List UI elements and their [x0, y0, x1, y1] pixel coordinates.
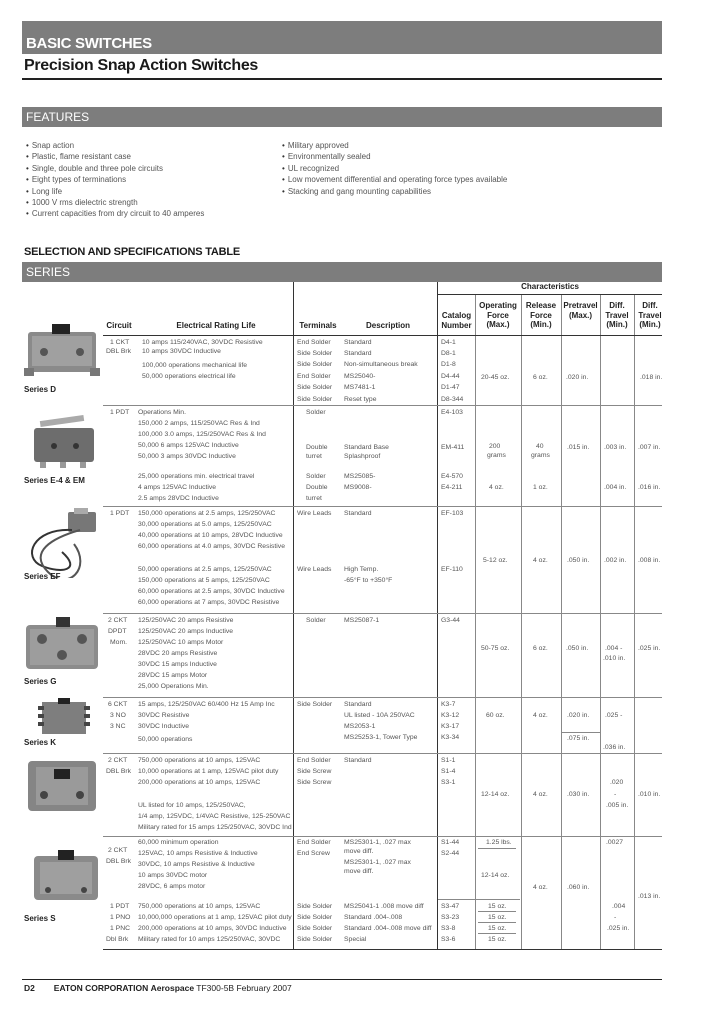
catalog-number: D8-344	[441, 396, 464, 403]
header-terminals: Terminals	[299, 321, 337, 330]
terminals: End Solder	[297, 757, 331, 764]
catalog-number: S3-47	[441, 903, 460, 910]
series-label: Series EF	[24, 572, 61, 581]
cell-divider	[438, 899, 520, 900]
description: Standard	[344, 701, 372, 708]
header-diff-min: Diff. Travel (Min.)	[605, 301, 629, 329]
catalog-number: EF-103	[441, 510, 464, 517]
rating: 10 amps 115/240VAC, 30VDC Resistive	[142, 339, 263, 346]
terminals: Solder	[306, 617, 326, 624]
catalog-number: S1-44	[441, 839, 460, 846]
operating-force: 50-75 oz.	[481, 645, 510, 652]
catalog-number: S2-44	[441, 850, 460, 857]
catalog-number: D8-1	[441, 350, 456, 357]
description: Standard .004-.008	[344, 914, 403, 921]
series-e4-switch-photo	[26, 410, 102, 470]
series-heading: SERIES	[26, 265, 71, 279]
series-label: Series D	[24, 385, 57, 394]
diff-travel: .004	[612, 903, 626, 910]
rating: 15 amps, 125/250VAC 60/400 Hz 15 Amp Inc	[138, 701, 275, 708]
release-force: 4 oz.	[533, 884, 548, 891]
catalog-number: E4-570	[441, 473, 463, 480]
footer-division: Aerospace	[150, 983, 195, 993]
pretravel: .020 in.	[567, 712, 590, 719]
diff-travel: .008 in.	[638, 557, 661, 564]
series-d-switch-photo	[22, 320, 102, 382]
feature-item: • Long life	[26, 186, 204, 197]
description: Standard	[344, 510, 372, 517]
terminals: Side Solder	[297, 914, 333, 921]
circuit: 2 CKT	[108, 847, 128, 854]
grid-line	[103, 613, 662, 614]
rating: Military rated for 10 amps 125/250VAC, 30VDC	[138, 936, 281, 943]
description: MS2053-1	[344, 723, 376, 730]
catalog-number: E4-103	[441, 409, 463, 416]
feature-item: • Military approved	[282, 140, 507, 151]
diff-travel: .013 in.	[638, 893, 661, 900]
cell-divider	[478, 911, 516, 912]
footer-doc: TF300-5B February 2007	[196, 983, 292, 993]
terminals: turret	[306, 495, 322, 502]
operating-force: 20-45 oz.	[481, 374, 510, 381]
catalog-number: S3-8	[441, 925, 456, 932]
circuit: 1 PNO	[110, 914, 131, 921]
catalog-number: S3-23	[441, 914, 460, 921]
footer-company: EATON CORPORATION	[53, 983, 149, 993]
terminals: Wire Leads	[297, 510, 332, 517]
catalog-number: D1-8	[441, 361, 456, 368]
operating-force: 5-12 oz.	[483, 557, 508, 564]
grid-line	[600, 295, 601, 950]
release-force: 4 oz.	[533, 791, 548, 798]
description: Standard .004-.008 move diff	[344, 925, 432, 932]
series-label: Series K	[24, 738, 57, 747]
pretravel: .075 in.	[567, 735, 590, 742]
terminals: Side Solder	[297, 925, 333, 932]
release-force: 6 oz.	[533, 645, 548, 652]
grid-line	[521, 295, 522, 950]
diff-travel: .010 in.	[603, 655, 626, 662]
rating: 25,000 operations min. electrical travel	[138, 473, 255, 480]
circuit: DPDT	[108, 628, 127, 635]
grid-line	[293, 282, 294, 950]
terminals: Double	[306, 444, 328, 451]
description: Standard	[344, 350, 372, 357]
series-label: Series E-4 & EM	[24, 476, 85, 485]
terminals: End Solder	[297, 839, 331, 846]
release-force: 1 oz.	[533, 484, 548, 491]
rating: 200,000 operations at 10 amps, 125VAC	[138, 779, 261, 786]
circuit: 1 PNC	[110, 925, 131, 932]
rating: 60,000 operations at 4.0 amps, 30VDC Resistive	[138, 543, 285, 550]
grid-line	[103, 949, 662, 950]
description: MS25085-	[344, 473, 376, 480]
description: Standard Base	[344, 444, 389, 451]
rating: 60,000 operations at 2.5 amps, 30VDC Inductive	[138, 588, 285, 595]
feature-item: • Single, double and three pole circuits	[26, 163, 204, 174]
description: Non-simultaneous break	[344, 361, 418, 368]
grid-line	[103, 697, 662, 698]
catalog-number: K3-12	[441, 712, 460, 719]
diff-travel: .018 in.	[640, 374, 663, 381]
catalog-number: G3-44	[441, 617, 460, 624]
features-list-right	[282, 140, 507, 197]
operating-force: 12-14 oz.	[481, 872, 510, 879]
feature-item: • Eight types of terminations	[26, 174, 204, 185]
rating: 28VDC 20 amps Resistive	[138, 650, 218, 657]
circuit: DBL Brk	[106, 348, 132, 355]
catalog-number: EM-411	[441, 444, 465, 451]
header-circuit: Circuit	[106, 321, 132, 330]
rating: 100,000 3.0 amps, 125/250VAC Res & Ind	[138, 431, 266, 438]
diff-travel: .016 in.	[638, 484, 661, 491]
diff-travel: .004 -	[605, 645, 623, 652]
terminals: Side Screw	[297, 768, 332, 775]
rating: 2.5 amps 28VDC Inductive	[138, 495, 219, 502]
rating: 10,000 operations at 1 amp, 125VAC pilot duty	[138, 768, 279, 775]
circuit: 1 PDT	[110, 510, 130, 517]
rating: 125/250VAC 20 amps Inductive	[138, 628, 234, 635]
release-force: 4 oz.	[533, 557, 548, 564]
description: High Temp.	[344, 566, 379, 573]
rating: 200,000 operations at 10 amps, 30VDC Inductive	[138, 925, 287, 932]
diff-travel: .025 in.	[638, 645, 661, 652]
feature-item: • Current capacities from dry circuit to 40 amperes	[26, 208, 204, 219]
diff-travel: .025 in.	[607, 925, 630, 932]
cell-divider	[478, 922, 516, 923]
rating: 4 amps 125VAC Inductive	[138, 484, 217, 491]
description: Special	[344, 936, 367, 943]
diff-travel: -	[614, 791, 617, 798]
rating: 10,000,000 operations at 1 amp, 125VAC pilot duty	[138, 914, 292, 921]
rating: 50,000 3 amps 30VDC Inductive	[138, 453, 236, 460]
rating: 60,000 operations at 7 amps, 30VDC Resistive	[138, 599, 280, 606]
catalog-number: K3-34	[441, 734, 460, 741]
page-title: BASIC SWITCHES	[26, 35, 152, 52]
page-number: D2	[24, 983, 35, 993]
diff-travel: -	[614, 914, 617, 921]
catalog-number: E4-211	[441, 484, 463, 491]
grid-line	[438, 294, 662, 295]
terminals: Side Solder	[297, 903, 333, 910]
grid-line	[103, 836, 662, 837]
rating: 50,000 6 amps 125VAC Inductive	[138, 442, 239, 449]
release-force: grams	[531, 452, 550, 459]
catalog-number: EF-110	[441, 566, 463, 573]
header-description: Description	[365, 321, 410, 330]
rating: 30VDC Resistive	[138, 712, 190, 719]
grid-line	[634, 295, 635, 950]
rating: 1/4 amp, 125VDC, 1/4VAC Resistive, 125-250VAC	[138, 813, 291, 820]
description: Standard	[344, 757, 372, 764]
release-force: 6 oz.	[533, 374, 548, 381]
rating: UL listed for 10 amps, 125/250VAC,	[138, 802, 246, 809]
circuit: 1 PDT	[110, 409, 130, 416]
footer	[24, 983, 292, 993]
circuit: DBL Brk	[106, 858, 132, 865]
terminals: Side Solder	[297, 384, 333, 391]
selection-title: SELECTION AND SPECIFICATIONS TABLE	[24, 246, 241, 258]
grid-line	[103, 753, 662, 754]
catalog-number: D4-44	[441, 373, 460, 380]
terminals: Side Screw	[297, 779, 332, 786]
header-operating: Operating Force (Max.)	[479, 301, 517, 329]
description: UL listed - 10A 250VAC	[344, 712, 415, 719]
rating: 100,000 operations mechanical life	[142, 362, 248, 369]
rating: 150,000 2 amps, 115/250VAC Res & Ind	[138, 420, 260, 427]
circuit: 1 CKT	[110, 339, 130, 346]
series-k-switch-photo	[34, 698, 92, 738]
rating: 125/250VAC 20 amps Resistive	[138, 617, 234, 624]
description: MS25040-	[344, 373, 376, 380]
terminals: End Screw	[297, 850, 330, 857]
rating: 125VAC, 10 amps Resistive & Inductive	[138, 850, 258, 857]
operating-force: 4 oz.	[489, 484, 504, 491]
circuit: DBL Brk	[106, 768, 132, 775]
header-pretravel: Pretravel (Max.)	[563, 301, 598, 320]
grid-line	[103, 506, 662, 507]
operating-force: 200	[489, 443, 501, 450]
terminals: Double	[306, 484, 328, 491]
header-rating: Electrical Rating Life	[176, 321, 256, 330]
circuit: 6 CKT	[108, 701, 128, 708]
description: MS9008-	[344, 484, 372, 491]
circuit: 3 NC	[110, 723, 126, 730]
diff-travel: .036 in.	[603, 744, 626, 751]
header-catalog: Catalog Number	[441, 311, 472, 330]
release-force: 40	[536, 443, 544, 450]
page-subtitle: Precision Snap Action Switches	[24, 57, 259, 74]
description: Reset type	[344, 396, 377, 403]
terminals: Solder	[306, 473, 326, 480]
feature-item: • 1000 V rms dielectric strength	[26, 197, 204, 208]
operating-force: 15 oz.	[488, 903, 507, 910]
description: Splashproof	[344, 453, 381, 460]
rating: 40,000 operations at 10 amps, 28VDC Inductive	[138, 532, 283, 539]
circuit: 1 PDT	[110, 903, 130, 910]
grid-line	[103, 405, 662, 406]
description: MS25253-1, Tower Type	[344, 734, 418, 741]
diff-travel: .002 in.	[604, 557, 627, 564]
series-label: Series G	[24, 677, 57, 686]
rating: 750,000 operations at 10 amps, 125VAC	[138, 757, 261, 764]
series-s-switch-photo	[30, 846, 102, 910]
features-list-left	[26, 140, 204, 220]
rating: 50,000 operations electrical life	[142, 373, 236, 380]
rating: 50,000 operations at 2.5 amps, 125/250VAC	[138, 566, 272, 573]
operating-force: grams	[487, 452, 506, 459]
feature-item: • Stacking and gang mounting capabilities	[282, 186, 507, 197]
terminals: Side Solder	[297, 361, 333, 368]
rating: 30VDC, 10 amps Resistive & Inductive	[138, 861, 255, 868]
rating: 30,000 operations at 5.0 amps, 125/250VAC	[138, 521, 272, 528]
header-rule	[22, 78, 662, 80]
terminals: End Solder	[297, 339, 331, 346]
catalog-number: D1-47	[441, 384, 460, 391]
series-ef-switch-photo	[22, 508, 102, 578]
pretravel: .050 in.	[566, 645, 589, 652]
terminals: turret	[306, 453, 322, 460]
footer-rule	[22, 979, 662, 980]
diff-travel: .005 in.	[606, 802, 629, 809]
diff-travel: .0027	[606, 839, 624, 846]
rating: 750,000 operations at 10 amps, 125VAC	[138, 903, 261, 910]
terminals: Side Solder	[297, 936, 333, 943]
rating: 150,000 operations at 2.5 amps, 125/250VAC	[138, 510, 276, 517]
grid-line	[103, 335, 662, 336]
description: MS25087-1	[344, 617, 380, 624]
header-characteristics: Characteristics	[521, 282, 579, 291]
rating: Operations Min.	[138, 409, 186, 416]
diff-travel: .010 in.	[638, 791, 661, 798]
circuit: 2 CKT	[108, 757, 128, 764]
catalog-number: S1-1	[441, 757, 456, 764]
cell-divider	[561, 732, 600, 733]
pretravel: .050 in.	[567, 557, 590, 564]
rating: Military rated for 15 amps 125/250VAC, 30VDC Ind	[138, 824, 292, 831]
rating: 150,000 operations at 5 amps, 125/250VAC	[138, 577, 270, 584]
description: MS25301-1, .027 max	[344, 859, 411, 866]
diff-travel: .007 in.	[638, 444, 661, 451]
rating: 60,000 minimum operation	[138, 839, 219, 846]
terminals: Side Solder	[297, 350, 333, 357]
header-release: Release Force (Min.)	[525, 301, 557, 329]
features-heading: FEATURES	[26, 110, 90, 124]
feature-item: • UL recognized	[282, 163, 507, 174]
header-diff-max: Diff. Travel (Min.)	[638, 301, 662, 329]
feature-item: • Plastic, flame resistant case	[26, 151, 204, 162]
catalog-number: S3-6	[441, 936, 456, 943]
description: -65°F to +350°F	[344, 577, 393, 584]
catalog-number: K3-7	[441, 701, 456, 708]
description: move diff.	[344, 868, 374, 875]
terminals: Side Solder	[297, 396, 333, 403]
rating: 25,000 Operations Min.	[138, 683, 209, 690]
description: MS25041-1 .008 move diff	[344, 903, 424, 910]
cell-divider	[478, 848, 516, 849]
catalog-number: S3-1	[441, 779, 456, 786]
circuit: 2 CKT	[108, 617, 128, 624]
operating-force: 60 oz.	[486, 712, 505, 719]
diff-travel: .020	[610, 779, 624, 786]
grid-line	[475, 295, 476, 950]
operating-force: 12-14 oz.	[481, 791, 510, 798]
terminals: End Solder	[297, 373, 331, 380]
operating-force: 15 oz.	[488, 914, 507, 921]
pretravel: .060 in.	[567, 884, 590, 891]
diff-travel: .025 -	[605, 712, 623, 719]
header-bar	[22, 21, 662, 54]
rating: 10 amps 30VDC motor	[138, 872, 208, 879]
rating: 10 amps 30VDC Inductive	[142, 348, 221, 355]
catalog-number: D4-1	[441, 339, 456, 346]
series-g-switch-photo	[22, 615, 102, 677]
description: MS7481-1	[344, 384, 376, 391]
terminals: Side Solder	[297, 701, 333, 708]
pretravel: .015 in.	[567, 444, 590, 451]
rating: 30VDC Inductive	[138, 723, 190, 730]
rating: 28VDC 15 amps Motor	[138, 672, 208, 679]
rating: 30VDC 15 amps Inductive	[138, 661, 217, 668]
operating-force: 1.25 lbs.	[486, 839, 512, 846]
pretravel: .020 in.	[566, 374, 589, 381]
cell-divider	[478, 933, 516, 934]
operating-force: 15 oz.	[488, 925, 507, 932]
series-bar	[22, 262, 662, 282]
diff-travel: .004 in.	[604, 484, 627, 491]
feature-item: • Snap action	[26, 140, 204, 151]
features-bar	[22, 107, 662, 127]
diff-travel: .003 in.	[604, 444, 627, 451]
rating: 125/250VAC 10 amps Motor	[138, 639, 224, 646]
operating-force: 15 oz.	[488, 936, 507, 943]
terminals: Wire Leads	[297, 566, 332, 573]
circuit: Mom.	[110, 639, 127, 646]
series-label: Series S	[24, 914, 56, 923]
release-force: 4 oz.	[533, 712, 548, 719]
feature-item: • Environmentally sealed	[282, 151, 507, 162]
series-s-switch-photo-top	[22, 755, 102, 817]
description: Standard	[344, 339, 372, 346]
catalog-number: S1-4	[441, 768, 456, 775]
circuit: 3 NO	[110, 712, 126, 719]
rating: 28VDC, 6 amps motor	[138, 883, 206, 890]
terminals: Solder	[306, 409, 326, 416]
grid-line	[437, 282, 438, 950]
description: MS25301-1, .027 max	[344, 839, 411, 846]
catalog-number: K3-17	[441, 723, 460, 730]
rating: 50,000 operations	[138, 736, 193, 743]
pretravel: .030 in.	[567, 791, 590, 798]
grid-line	[561, 295, 562, 950]
description: move diff.	[344, 848, 374, 855]
circuit: Dbl Brk	[106, 936, 129, 943]
feature-item: • Low movement differential and operating force types available	[282, 174, 507, 185]
